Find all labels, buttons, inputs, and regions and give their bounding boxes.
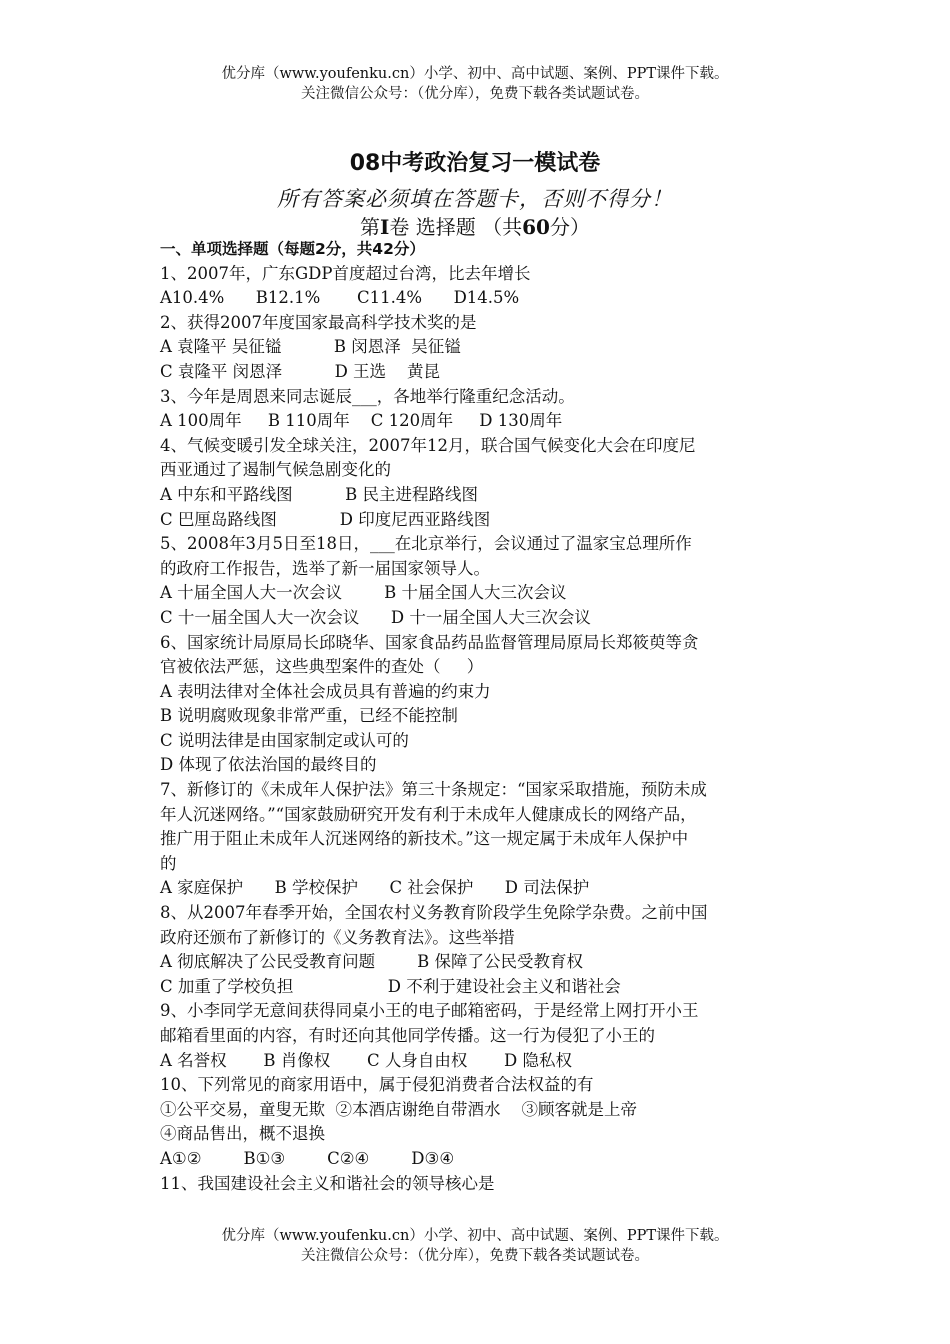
question-line: 的: [160, 853, 177, 873]
options-line: A 袁隆平 吴征镒 B 闵恩泽 吴征镒: [160, 337, 461, 357]
options-line: A①② B①③ C②④ D③④: [160, 1148, 455, 1168]
options-line: A 彻底解决了公民受教育问题 B 保障了公民受教育权: [160, 952, 583, 972]
question-line: 6、国家统计局原局长邱晓华、国家食品药品监督管理局原局长郑筱萸等贪: [160, 632, 699, 652]
options-line: D 体现了依法治国的最终目的: [160, 755, 377, 775]
exam-title: 08中考政治复习一模试卷: [349, 151, 601, 176]
header-line-1: 优分库（www.youfenku.cn）小学、初中、高中试题、案例、PPT课件下载。: [221, 66, 729, 82]
question-body: [160, 237, 800, 1196]
question-line: 3、今年是周恩来同志诞辰___，各地举行隆重纪念活动。: [160, 386, 575, 406]
question-line: 邮箱看里面的内容，有时还向其他同学传播。这一行为侵犯了小王的: [160, 1026, 655, 1045]
statements-line: ①公平交易，童叟无欺 ②本酒店谢绝自带酒水 ③顾客就是上帝: [160, 1099, 637, 1119]
options-line: C 袁隆平 闵恩泽 D 王选 黄昆: [160, 361, 441, 381]
options-line: C 巴厘岛路线图 D 印度尼西亚路线图: [160, 509, 491, 529]
section-heading: [0, 211, 950, 240]
section-suffix: 分）: [549, 215, 590, 239]
footer-line-2: 关注微信公众号：（优分库），免费下载各类试题试卷。: [301, 1248, 649, 1264]
options-line: A 中东和平路线图 B 民主进程路线图: [160, 484, 478, 504]
options-line: C 加重了学校负担 D 不利于建设社会主义和谐社会: [160, 976, 621, 996]
question-line: 8、从2007年春季开始，全国农村义务教育阶段学生免除学杂费。之前中国: [160, 903, 708, 923]
question-line: 2、获得2007年度国家最高科学技术奖的是: [160, 312, 477, 332]
section-roman: I: [380, 215, 390, 239]
options-line: B 说明腐败现象非常严重，已经不能控制: [160, 706, 458, 726]
question-line: 年人沉迷网络。”“国家鼓励研究开发有利于未成年人健康成长的网络产品，: [160, 804, 697, 824]
options-line: A 家庭保护 B 学校保护 C 社会保护 D 司法保护: [160, 878, 590, 898]
answer-notice: 所有答案必须填在答题卡，否则不得分！: [277, 187, 673, 211]
question-line: 5、2008年3月5日至18日，___在北京举行，会议通过了温家宝总理所作: [160, 534, 692, 554]
options-line: A 100周年 B 110周年 C 120周年 D 130周年: [160, 411, 563, 431]
section-mid: 卷 选择题 （共: [389, 215, 523, 239]
part-title: 一、单项选择题（每题2分，共42分）: [160, 240, 425, 258]
statements-line: ④商品售出，概不退换: [160, 1124, 325, 1144]
section-prefix: 第: [360, 215, 381, 239]
header-line-2: 关注微信公众号：（优分库），免费下载各类试题试卷。: [301, 86, 649, 102]
options-line: C 十一届全国人大一次会议 D 十一届全国人大三次会议: [160, 607, 591, 627]
options-line: A 十届全国人大一次会议 B 十届全国人大三次会议: [160, 583, 567, 603]
question-line: 的政府工作报告，选举了新一届国家领导人。: [160, 558, 490, 578]
section-points: 60: [522, 215, 550, 239]
question-line: 9、小李同学无意间获得同桌小王的电子邮箱密码，于是经常上网打开小王: [160, 1001, 699, 1021]
page-header: [0, 64, 950, 104]
question-line: 4、气候变暖引发全球关注，2007年12月，联合国气候变化大会在印度尼: [160, 435, 696, 455]
question-line: 10、下列常见的商家用语中，属于侵犯消费者合法权益的有: [160, 1075, 594, 1095]
question-line: 推广用于阻止未成年人沉迷网络的新技术。”这一规定属于未成年人保护中: [160, 829, 689, 849]
footer-line-1: 优分库（www.youfenku.cn）小学、初中、高中试题、案例、PPT课件下载。: [221, 1228, 729, 1244]
question-line: 西亚通过了遏制气候急剧变化的: [160, 460, 391, 480]
options-line: A10.4% B12.1% C11.4% D14.5%: [160, 288, 520, 308]
question-line: 官被依法严惩，这些典型案件的查处（ ）: [160, 657, 484, 677]
page-footer: [0, 1226, 950, 1266]
options-line: A 名誉权 B 肖像权 C 人身自由权 D 隐私权: [160, 1050, 573, 1070]
question-line: 1、2007年，广东GDP首度超过台湾，比去年增长: [160, 263, 531, 283]
question-line: 7、新修订的《未成年人保护法》第三十条规定：“国家采取措施，预防未成: [160, 780, 707, 800]
question-line: 政府还颁布了新修订的《义务教育法》。这些举措: [160, 927, 515, 947]
question-line: 11、我国建设社会主义和谐社会的领导核心是: [160, 1173, 495, 1193]
options-line: A 表明法律对全体社会成员具有普遍的约束力: [160, 681, 491, 701]
options-line: C 说明法律是由国家制定或认可的: [160, 730, 409, 750]
